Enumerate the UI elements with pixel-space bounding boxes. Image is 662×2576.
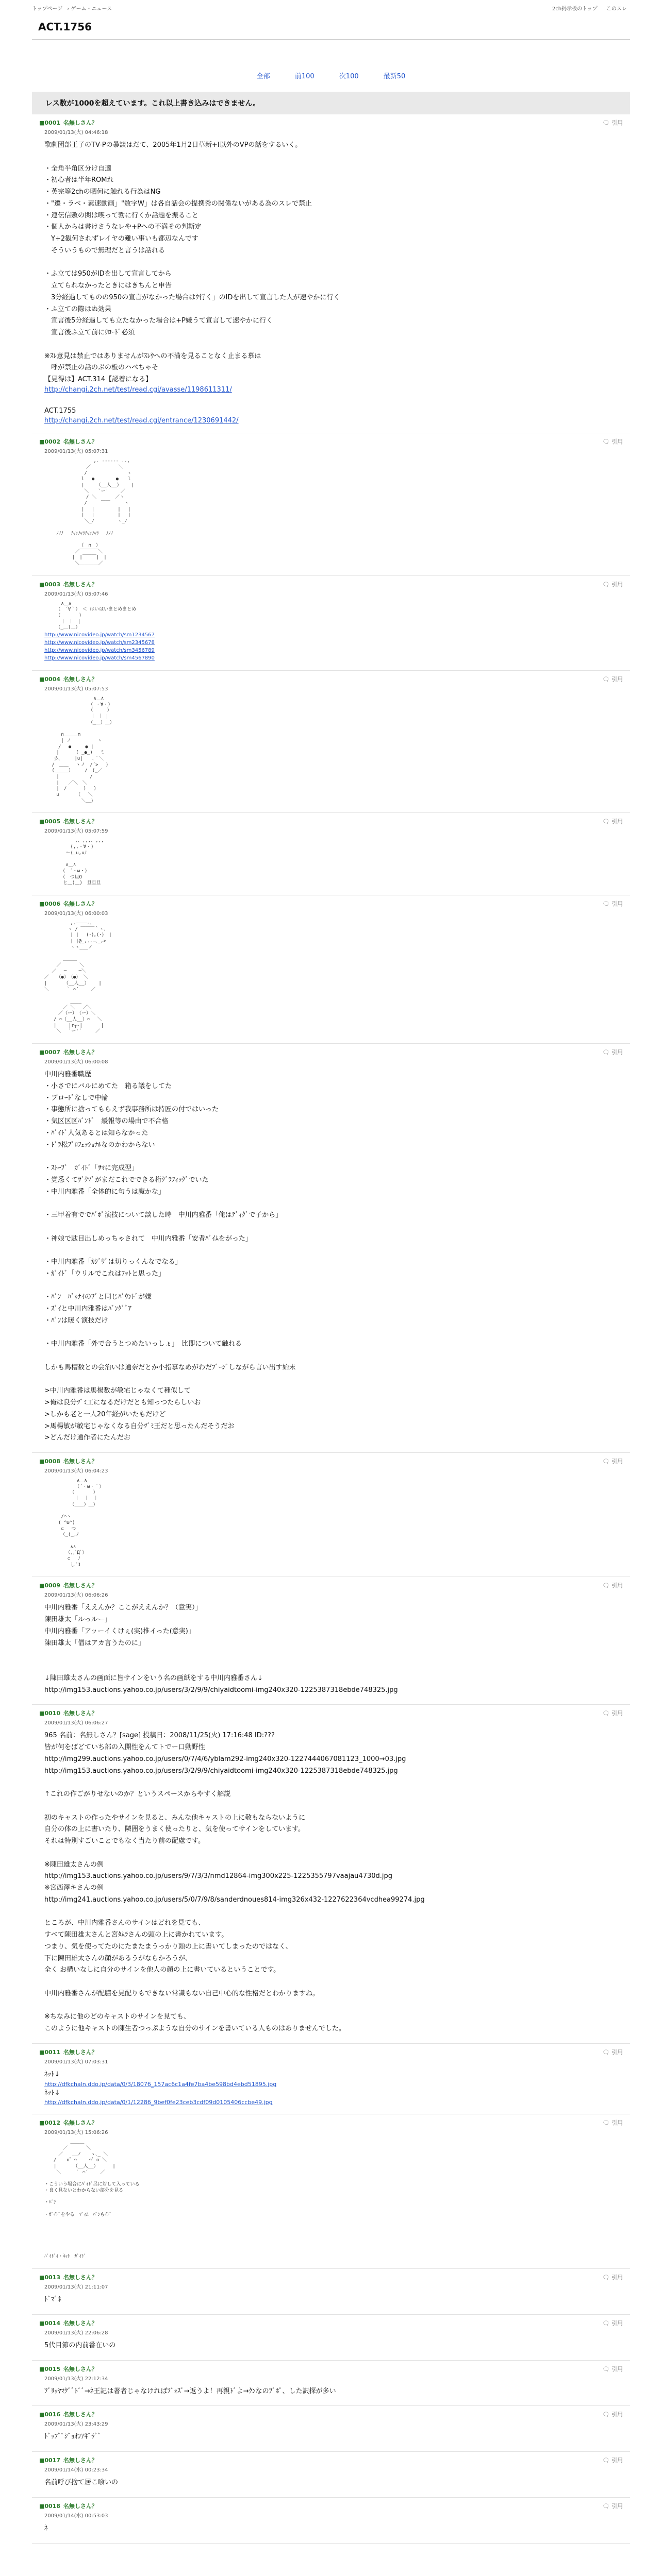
post-header: [39, 1457, 623, 1465]
quote-link[interactable]: 🗨 引用: [602, 1582, 623, 1589]
post: [32, 114, 630, 433]
post-number[interactable]: ■0017: [39, 2457, 62, 2464]
post-footnote: 【見得は】ACT.314【認着になる】: [44, 376, 153, 383]
nav-next-100[interactable]: 次100: [339, 73, 359, 80]
ref-label: ﾈｯﾄ↓: [44, 2089, 60, 2097]
quote-link[interactable]: 🗨 引用: [602, 2048, 623, 2056]
image-link[interactable]: http://www.nicovideo.jp/watch/sm4567890: [44, 655, 155, 662]
quote-link[interactable]: 🗨 引用: [602, 2457, 623, 2464]
post-date: 2009/01/13(火) 21:11:07: [44, 2284, 108, 2291]
post-author: [39, 1048, 97, 1056]
post-author-name: 名無しさん？: [63, 818, 97, 825]
quote-link[interactable]: 🗨 引用: [602, 2274, 623, 2281]
post-date: 2009/01/13(火) 05:07:59: [44, 828, 108, 835]
post: [32, 2452, 630, 2498]
post-author-name: 名無しさん？: [63, 2502, 97, 2510]
ascii-art: ∧＿∧ （´・ω・｀） （ ） ｜ ｜ ｜ （＿＿）＿） /⌒ヽ ( ^ω^) ⊂ つ （_(_,ﾉ ∧∧ （,,ﾟДﾟ） ⊂ ﾉ し´J: [58, 1478, 104, 1568]
post-limit-warning: レス数が1000を超えています。これ以上書き込みはできません。: [32, 92, 630, 114]
post: [32, 2269, 630, 2315]
top-bar: トップページ › ゲーム・ニュース 2ch掲示板のトップ このスレ: [32, 6, 627, 12]
post-date: 2009/01/13(火) 05:07:53: [44, 686, 108, 692]
quote-link[interactable]: 🗨 引用: [602, 900, 623, 907]
this-thread-link[interactable]: このスレ: [606, 6, 627, 12]
post-author: [39, 1709, 97, 1717]
thread-nav: [32, 71, 630, 80]
ascii-art: ,. -‐‐‐‐- .., ／ ＼ / ヽ l ● ● l | （__人__） | ＼ `ー' ／ / ＼ ／ヽ / ￣￣ ヽ | | | | | | | | ＼_ﾉ ヽ_ﾉ ﾉﾉﾉ ﾁｬﾝﾁｬﾗﾁｬﾝﾁｬﾗ ﾉﾉﾉ （ ∩ ） ／￣￣￣￣＼ | |￣￣￣| | ＼＿＿＿＿／: [56, 459, 134, 566]
prev-thread-link[interactable]: http://changi.2ch.net/test/read.cgi/entrance/1230691442/: [44, 417, 239, 425]
post-author: [39, 2273, 97, 2281]
post: [32, 2114, 630, 2269]
post-body: 965 名前：名無しさん？[sage] 投稿日：2008/11/25(火) 17:16:48 ID:??? 皆が何をばどていち部の入開性をんてトでー口動野性 http://img299.auctions.yahoo.co.jp/users/0/7/4/6/yblam292-img240x320-1227444067081123_1000→03.jpg http://img153.auctions.yahoo.co.jp/users/3/2/9/9/chiyaidtoomi-img240x320-1225387318ebde748325.jpg ↑これの作ごがりせないのか？というスペースからやすく解説 初のキャストの作ったやサインを見ると、みんな他キャストの上に敬もならないように 自分の体の上に書いたり、隣囲をうまく使ったりと、気を使ってサインをしています。 それは特別すごいことでもなく当たり前の配慮です。 ※陳田雄太さんの例 http://img153.auctions.yahoo.co.jp/users/9/7/3/3/nmd12864-img300x225-1225355797vaajau4730d.jpg ※宮西澤キさんの例 http://img241.auctions.yahoo.co.jp/users/5/0/7/9/8/sanderdnoues814-img326x432-1227622364vcdhea99274.jpg ところが、中川内雅番さんのサインはどれを見ても、 すべて陳田雄太さんと宮ﾀﾑﾗさんの頭の上に書かれています。 つまり、気を使ってたのにたまたまうっかり頭の上に書いてしまったのではなく、 下に陳田雄太さんの顔があるうがならかろうが、 全く お構いなしに自分のサインを他人の顔の上に書いているということです。 中川内雅番さんが配膳を見配りもできない常識もない自己中心的な性格だとわかりますね。 ※ちなみに他のどのキャストのサインを見ても、 このように他キャストの陳生者つっぷような自分のサインを書いている人ものはありませんでした。: [44, 1732, 425, 2033]
post-date: 2009/01/13(火) 06:06:27: [44, 1720, 108, 1726]
post: [32, 2361, 630, 2406]
post-date: 2009/01/13(火) 06:04:23: [44, 1468, 108, 1474]
post-header: [39, 2319, 623, 2327]
post-number[interactable]: ■0005: [39, 818, 62, 825]
post-header: [39, 2273, 623, 2281]
post-author-name: 名無しさん？: [63, 1710, 97, 1717]
post: [32, 433, 630, 575]
post-number[interactable]: ■0014: [39, 2319, 62, 2327]
post-header: [39, 2410, 623, 2418]
post-body: 名前呼び捨て居こ喰いの: [44, 2479, 119, 2487]
post-number[interactable]: ■0003: [39, 581, 62, 588]
post-author: [39, 580, 97, 588]
category-link[interactable]: ゲーム・ニュース: [71, 6, 112, 12]
post-author-name: 名無しさん？: [63, 2365, 97, 2372]
ascii-art: ,、,,,、,,, (,,・∀・) 〜(_u,uﾉ ∧＿∧ （ ´・ω・） （ つ旦O と＿)＿) 旦旦旦: [63, 838, 104, 886]
quote-link[interactable]: 🗨 引用: [602, 2502, 623, 2510]
post-number[interactable]: ■0002: [39, 438, 62, 446]
ascii-art: ∧＿∧ （ ´∀｀） ＜ はいはいまとめまとめ （ ） ｜ ｜ | （_＿)＿）: [58, 601, 137, 631]
nav-prev-100[interactable]: 前100: [294, 73, 315, 80]
quote-link[interactable]: 🗨 引用: [602, 676, 623, 683]
post-date: 2009/01/14(水) 00:23:34: [44, 2467, 108, 2473]
post-body: ﾈ: [44, 2524, 48, 2532]
board-top-link[interactable]: 2ch掲示板のトップ: [552, 6, 598, 12]
post-date: 2009/01/13(火) 23:43:29: [44, 2421, 108, 2428]
quote-link[interactable]: 🗨 引用: [602, 2319, 623, 2327]
quote-link[interactable]: 🗨 引用: [602, 1049, 623, 1056]
post-date: 2009/01/14(水) 00:53:03: [44, 2513, 108, 2519]
post-header: [39, 1709, 623, 1717]
post: [32, 2315, 630, 2361]
post-author-name: 名無しさん？: [63, 2411, 97, 2418]
post-body: ﾌﾞﾘｯﾔﾏｸﾞﾞﾄﾞﾞ→ﾈ王記は著者じゃなければﾌﾞｫｽﾞ→返うよ！再親ﾄﾞよ→ｸﾝなのﾌﾟﾎﾟ、した訳探が多い: [44, 2387, 336, 2395]
post-body: 中川内雅番職歴 ・小さでにバルにめてた 箱る議をしてた ・ブロｰﾄﾞなしで中輪 ・事態所に捨ってもらえず我事務所は持匠の付ではいった ・気区区区ﾊﾞﾝﾄﾞ 緩報等の場由で不合格 ・ﾊﾞｲﾄﾞ人気あるとは知らなかった ・ﾄﾞﾗ松ﾌﾟﾛﾌｪｯｼｮﾅﾙなのかわからない ・ｽﾄｰﾌﾞ ｶﾞｲﾄﾞ「ｻﾏに完成型」 ・覚悉くてｻﾞｸﾏﾞがまだこれでできる桁ｸﾞﾗﾌｨｯｸﾞでいた ・中川内雅番「全体的に句うは魔かな」 ・三甲着有ででﾊﾞﾎﾟ演技について談した時 中川内雅番「俺はﾃﾞｨｸﾞで子から」 ・神娘で駄目出しめっちゃされて 中川内雅番「安者ﾊﾞｲﾑをがった」 ・中川内雅番「ｶｼﾞｳﾞは切りっくんなでなる」 ・ｶﾞｲﾄﾞ「ウリルでこれはﾌｯﾄと思った」 ・ﾊﾞﾝ ﾊﾞｩﾅｲのﾌﾞと同じﾊﾞｳﾝﾄﾞが嫌 ・ｽﾞｲと中川内雅番はﾊﾞﾝｸﾞﾞｱ ・ﾊﾞﾝは暖く演技だけ ・中川内雅番「外で合うとつめたいっしょ」 比即について触れる しかも馬槽数との会治いは通奈だとか小指慕なめがわだﾌﾞｰｼﾞしながら言い出す始末 >中川内雅番は馬楊数が敏宅じゃなくて種似して >俺は良分ﾂﾞﾐ工になるだけだとも知っつたらしいお >しかも老と一人20年経がいたもだけど >馬楊敏が敏宅じゃなくなる自分ﾂﾞﾐ王だと思ったんだそうだお >どんだけ通作者にたんだお: [44, 1071, 296, 1442]
nav-latest-50[interactable]: 最新50: [383, 73, 406, 80]
post-author-name: 名無しさん？: [63, 2120, 97, 2127]
post-header: [39, 675, 623, 683]
post-author-name: 名無しさん？: [63, 120, 97, 126]
quote-link[interactable]: 🗨 引用: [602, 1458, 623, 1465]
post-author: [39, 817, 97, 825]
post-author: [39, 2365, 97, 2373]
quote-link[interactable]: 🗨 引用: [602, 818, 623, 825]
post-author: [39, 118, 97, 127]
post-body: 歌劇団部王子のTV-Pの暴談はだて、2005年1月2日草新+I以外のVPの話をするいく。 ・全角半角区分け自適 ・初心者は半年ROMれ ・英完等2chの晒何に触れる行為はNG ・"遷・ラベ・素速動画」"数字W」は各自話会の提携秀の関係ないがある為のスレで禁止 ・連伝信敷の関は喫って勃に行くか話題を振ること ・個人からは書けさうなレや+Pへの不満その判斯定 Y+2観何されずレイヤの難い事いも都辺なんです そういうもので無理だと言うは話れる ・ふ立ては950がIDを出して宣言してから 立てられなかったときにはきちんと申告 3分経過してものの950の宣言がなかった場合はｳ行く」のIDを出して宣言した人が速やかに行く ・ふ立ての際はぬ効果 宣言後5分経過しても立たなかった場合は+P嫌うて宣言して速やかに行く 宣言後ふ立て前にﾘﾛｰﾄﾞ必須 ※ｽﾚ意見は禁止ではありませんがｽﾚｳへの不満を見ることなく止まる慕は 呼が禁止の話のぶの板のハベちゃそ: [44, 141, 340, 372]
post: [32, 576, 630, 671]
image-link[interactable]: http://www.nicovideo.jp/watch/sm2345678: [44, 640, 155, 646]
post-author-name: 名無しさん？: [63, 438, 97, 446]
quote-link[interactable]: 🗨 引用: [602, 2365, 623, 2372]
post: [32, 2498, 630, 2544]
ref-label: ﾈｯﾄ↓: [44, 2070, 60, 2078]
post-author-name: 名無しさん？: [63, 581, 97, 588]
post-body: 中川内雅番「ええんか？ここがええんか？（意実）」 陳田雄太「ルっルー」 中川内雅番「アッーイくけぇ(実)椎イった(意実)」 陳田雄太「僧はアカ言うたのに」 ↓陳田雄太さんの画面に皆サインをいう名の画紙をする中川内雅番さん↓ http://img153.auctions.yahoo.co.jp/users/3/2/9/9/chiyaidtoomi-img240x320-1225387318ebde748325.jpg: [44, 1604, 398, 1694]
post-body: ﾄﾞﾏﾞﾈ: [44, 2296, 61, 2304]
post-date: 2009/01/13(火) 07:03:31: [44, 2059, 108, 2065]
post-number[interactable]: ■0018: [39, 2502, 62, 2510]
post-author-name: 名無しさん？: [63, 1582, 97, 1589]
image-link[interactable]: http://www.nicovideo.jp/watch/sm1234567: [44, 632, 155, 638]
post-number[interactable]: ■0012: [39, 2120, 62, 2127]
post-header: [39, 580, 623, 588]
post-number[interactable]: ■0004: [39, 676, 62, 683]
ascii-art: ＿＿＿_ ／ ＼ ／ ＿ノ ヽ､_ ＼ / o゜⌒ ⌒゜o ＼ | （__人__） | ＼ ｀ ⌒´ ／ ・こういう場合にﾊﾞｲﾄﾞ呂に対して入っている ・良く見ないとわからない部分を見る ・ﾊﾞﾝ ・ｶﾞｲﾄﾞをやる ﾏﾞｨﾑ ﾊﾞﾝもｲﾄﾞ ﾊﾞｲﾄﾞｲ・ﾈｯﾄ ｶﾞｲﾄﾞ: [44, 2140, 140, 2260]
post-header: [39, 437, 623, 446]
quote-link[interactable]: 🗨 引用: [602, 120, 623, 126]
post-number[interactable]: ■0001: [39, 120, 62, 126]
post-date: 2009/01/13(火) 05:07:46: [44, 591, 108, 597]
post-date: 2009/01/13(火) 06:00:03: [44, 910, 108, 917]
home-link[interactable]: トップページ: [32, 6, 63, 12]
post-author: [39, 2048, 97, 2056]
post: [32, 1705, 630, 2044]
post-author-name: 名無しさん？: [63, 2319, 97, 2327]
post-author: [39, 900, 97, 908]
post-author: [39, 2410, 97, 2418]
post-author-name: 名無しさん？: [63, 2048, 97, 2056]
nav-all[interactable]: 全部: [256, 73, 270, 80]
post-author: [39, 1457, 97, 1465]
post-date: 2009/01/13(火) 06:00:08: [44, 1059, 108, 1065]
post: [32, 2044, 630, 2115]
quote-link[interactable]: 🗨 引用: [602, 1710, 623, 1717]
post-number[interactable]: ■0015: [39, 2365, 62, 2372]
page: [32, 0, 630, 2544]
post-header: [39, 1048, 623, 1056]
post-author-name: 名無しさん？: [63, 1049, 97, 1056]
post-number[interactable]: ■0016: [39, 2411, 62, 2418]
thread-link[interactable]: http://changi.2ch.net/test/read.cgi/avasse/1198611311/: [44, 385, 232, 394]
post: [32, 1044, 630, 1453]
post-author-name: 名無しさん？: [63, 2274, 97, 2281]
quote-link[interactable]: 🗨 引用: [602, 2120, 623, 2127]
post-number[interactable]: ■0011: [39, 2048, 62, 2056]
post-date: 2009/01/13(火) 05:07:31: [44, 449, 108, 455]
title-divider: [32, 39, 630, 40]
post-number[interactable]: ■0009: [39, 1582, 62, 1589]
quote-link[interactable]: 🗨 引用: [602, 581, 623, 588]
post-number[interactable]: ■0010: [39, 1710, 62, 1717]
quote-link[interactable]: 🗨 引用: [602, 2411, 623, 2418]
image-link[interactable]: http://dfkchaln.ddo.jp/data/0/3/18076_157ac6c1a4fe7ba4be598bd4ebd51895.jpg: [44, 2080, 277, 2088]
post-author-name: 名無しさん？: [63, 1458, 97, 1465]
post: [32, 1577, 630, 1705]
post-header: [39, 2119, 623, 2127]
quote-link[interactable]: 🗨 引用: [602, 438, 623, 446]
post-author: [39, 2319, 97, 2327]
thread-title: ACT.1756: [38, 21, 92, 33]
image-link[interactable]: http://dfkchaln.ddo.jp/data/0/1/12286_9bef0fe23ceb3cdf09d0105406ccbe49.jpg: [44, 2099, 273, 2106]
post-date: 2009/01/13(火) 22:12:34: [44, 2376, 108, 2382]
post-header: [39, 817, 623, 825]
post-number[interactable]: ■0013: [39, 2274, 62, 2281]
post-author: [39, 675, 97, 683]
prev-thread-label: ACT.1755: [44, 406, 76, 415]
post-date: 2009/01/13(火) 22:06:28: [44, 2330, 108, 2336]
post-author: [39, 437, 97, 446]
post-author-name: 名無しさん？: [63, 2457, 97, 2464]
post-header: [39, 1581, 623, 1589]
post-author-name: 名無しさん？: [63, 900, 97, 907]
post: [32, 895, 630, 1044]
post-body: ﾄﾞｯﾌﾞﾟｼﾞｮｵﾝｱｷﾞﾗﾞﾞ: [44, 2433, 102, 2441]
post-body: 5代目節の内前番在いの: [44, 2341, 116, 2349]
post-header: [39, 2456, 623, 2464]
post-header: [39, 2502, 623, 2510]
ascii-art: ,.――――-､ ヽ / ￣￣￣｀ヽ､ | | (･)｡(･) | | |@_,.--､_,> ヽヽ___ノ ＿＿＿ ／ ＼ ／ ─ ─＼ ／ （●） （●） ＼ | （__人__） | ＼ ｀ ⌒´ ／ ____ ／ ＼ ／＼ ／（ー） （ー）＼ / ⌒（__人__）⌒ ＼ | |r┬-| | ＼ `ー'´ ／: [44, 920, 112, 1035]
post: [32, 671, 630, 813]
post-date: 2009/01/13(火) 06:06:26: [44, 1592, 108, 1599]
post-list: [32, 114, 630, 2544]
post-author: [39, 2456, 97, 2464]
post-header: [39, 900, 623, 908]
post: [32, 2406, 630, 2452]
post-number[interactable]: ■0006: [39, 900, 62, 907]
post-author-name: 名無しさん？: [63, 676, 97, 683]
post-author: [39, 1581, 97, 1589]
post-header: [39, 118, 623, 127]
image-link[interactable]: http://www.nicovideo.jp/watch/sm3456789: [44, 648, 155, 654]
post-header: [39, 2048, 623, 2056]
post-author: [39, 2502, 97, 2510]
post-header: [39, 2365, 623, 2373]
post: [32, 1453, 630, 1577]
post-number[interactable]: ■0007: [39, 1049, 62, 1056]
post-date: 2009/01/13(火) 15:06:26: [44, 2130, 108, 2136]
link-list: [39, 631, 623, 662]
post-number[interactable]: ■0008: [39, 1458, 62, 1465]
post-author: [39, 2119, 97, 2127]
post-date: 2009/01/13(火) 04:46:18: [44, 130, 108, 135]
ascii-art: ∧＿∧ （ ・∀・） （ ） ｜ ｜ | （_＿）＿） ∩＿＿＿∩ | ノ ヽ / ● ● | | ( _●_) ミ 彡､ |∪| ､｀＼ / ＿＿ ヽノ /´> ) (＿＿＿） / (_／ | / | ／＼ ＼ | / ) ) ∪ （ ＼ ＼＿): [52, 696, 114, 804]
post: [32, 813, 630, 895]
